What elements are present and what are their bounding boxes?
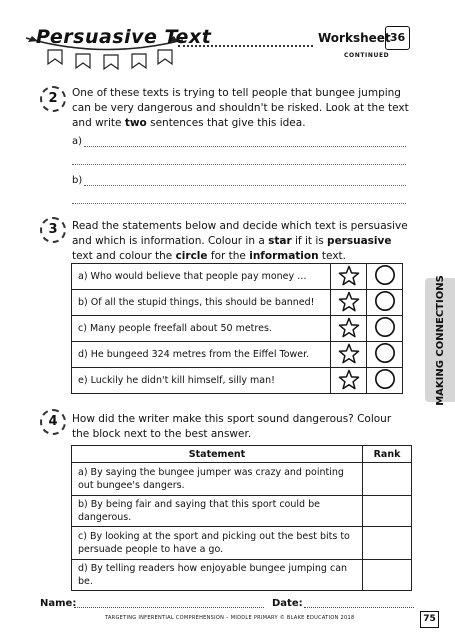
answer-option-b: b) By being fair and saying that this sport could be dangerous. bbox=[72, 496, 363, 527]
star-cell[interactable] bbox=[331, 264, 367, 290]
answer-a-line-2[interactable] bbox=[72, 164, 406, 165]
rank-cell-b[interactable] bbox=[363, 496, 412, 527]
circle-icon[interactable] bbox=[374, 290, 396, 312]
star-icon[interactable] bbox=[338, 343, 360, 364]
worksheet-label: Worksheet bbox=[318, 31, 391, 45]
star-cell[interactable] bbox=[331, 368, 367, 394]
page-number: 75 bbox=[420, 611, 439, 628]
star-cell[interactable] bbox=[331, 342, 367, 368]
table-row bbox=[72, 496, 412, 527]
rank-cell-a[interactable] bbox=[363, 463, 412, 496]
statement-b: b) Of all the stupid things, this should be banned! bbox=[72, 290, 331, 316]
star-icon[interactable] bbox=[338, 291, 360, 312]
answer-b-line-2[interactable] bbox=[72, 203, 406, 204]
rank-cell-d[interactable] bbox=[363, 560, 412, 591]
circle-cell[interactable] bbox=[367, 290, 403, 316]
rank-table bbox=[71, 445, 412, 591]
table-row bbox=[72, 560, 412, 591]
circle-icon[interactable] bbox=[374, 368, 396, 390]
table-row bbox=[72, 463, 412, 496]
table-row bbox=[72, 290, 403, 316]
question-3-number: 3 bbox=[40, 217, 66, 243]
continued-label: CONTINUED bbox=[344, 52, 390, 59]
star-icon[interactable] bbox=[338, 317, 360, 338]
question-2-number: 2 bbox=[40, 86, 66, 112]
star-cell[interactable] bbox=[331, 316, 367, 342]
rank-cell-c[interactable] bbox=[363, 527, 412, 560]
statement-column-header: Statement bbox=[72, 446, 363, 463]
name-line[interactable] bbox=[74, 607, 264, 608]
answer-b-line-1[interactable] bbox=[84, 185, 406, 186]
name-label: Name: bbox=[40, 598, 77, 609]
table-header-row bbox=[72, 446, 412, 463]
worksheet-number: 36 bbox=[385, 26, 410, 50]
date-label: Date: bbox=[272, 598, 303, 609]
star-icon[interactable] bbox=[338, 369, 360, 390]
table-row bbox=[72, 264, 403, 290]
header-dotted-line bbox=[178, 45, 313, 47]
circle-cell[interactable] bbox=[367, 264, 403, 290]
circle-icon[interactable] bbox=[374, 316, 396, 338]
answer-a-label: a) bbox=[72, 136, 83, 147]
answer-b-label: b) bbox=[72, 175, 83, 186]
answer-option-c: c) By looking at the sport and picking out the best bits to persuade people to have a go. bbox=[72, 527, 363, 560]
table-row bbox=[72, 368, 403, 394]
circle-icon[interactable] bbox=[374, 342, 396, 364]
circle-cell[interactable] bbox=[367, 368, 403, 394]
answer-option-d: d) By telling readers how enjoyable bungee jumping can be. bbox=[72, 560, 363, 591]
circle-cell[interactable] bbox=[367, 342, 403, 368]
date-line[interactable] bbox=[304, 607, 414, 608]
statement-e: e) Luckily he didn't kill himself, silly man! bbox=[72, 368, 331, 394]
circle-icon[interactable] bbox=[374, 264, 396, 286]
question-4-number: 4 bbox=[40, 409, 66, 435]
answer-a-line-1[interactable] bbox=[84, 146, 406, 147]
statement-d: d) He bungeed 324 metres from the Eiffel Tower. bbox=[72, 342, 331, 368]
footer-credit: TARGETING INFERENTIAL COMPREHENSION – MIDDLE PRIMARY © BLAKE EDUCATION 2018 bbox=[105, 615, 355, 621]
table-row bbox=[72, 316, 403, 342]
statement-c: c) Many people freefall about 50 metres. bbox=[72, 316, 331, 342]
table-row bbox=[72, 527, 412, 560]
rank-column-header: Rank bbox=[363, 446, 412, 463]
star-cell[interactable] bbox=[331, 290, 367, 316]
persuasive-information-table bbox=[71, 263, 403, 394]
table-row bbox=[72, 342, 403, 368]
question-2-text: One of these texts is trying to tell people that bungee jumping can be very dangerous and shouldn't be risked. Look at the text and write two sentences that give this idea. bbox=[72, 87, 409, 129]
question-4-text: How did the writer make this sport sound dangerous? Colour the block next to the best answer. bbox=[72, 413, 392, 440]
question-3-text: Read the statements below and decide which text is persuasive and which is information. Colour in a star if it is persuasive text and colour the circle for the information text. bbox=[72, 220, 408, 262]
side-tab-label: MAKING CONNECTIONS bbox=[434, 274, 446, 406]
statement-a: a) Who would believe that people pay money … bbox=[72, 264, 331, 290]
page-title: Persuasive Text bbox=[36, 26, 212, 48]
answer-option-a: a) By saying the bungee jumper was crazy and pointing out bungee's dangers. bbox=[72, 463, 363, 496]
circle-cell[interactable] bbox=[367, 316, 403, 342]
star-icon[interactable] bbox=[338, 265, 360, 286]
